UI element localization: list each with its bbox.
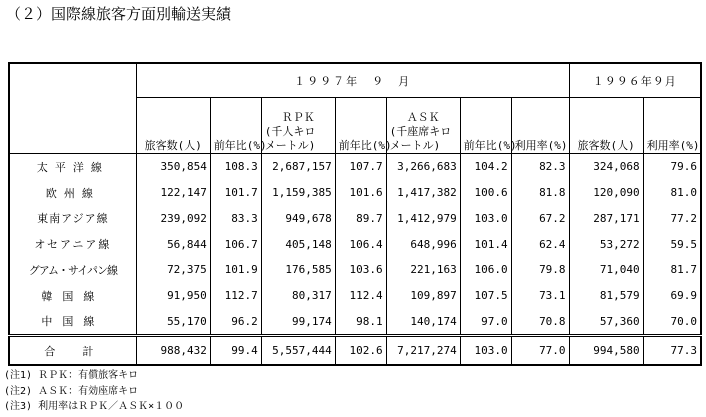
total-rpk-yoy: 102.6 xyxy=(335,336,386,365)
cell-ask-yoy: 107.5 xyxy=(460,283,511,309)
cell-rpk: 1,159,385 xyxy=(261,180,335,206)
cell-util-1996: 59.5 xyxy=(643,231,701,257)
cell-rpk-yoy: 103.6 xyxy=(335,257,386,283)
cell-pax-yoy: 112.7 xyxy=(210,283,261,309)
column-header-pax-yoy: 前年比(%) xyxy=(210,98,261,154)
total-pax-1996: 994,580 xyxy=(569,336,643,365)
cell-util-1996: 79.6 xyxy=(643,154,701,180)
cell-util-1996: 69.9 xyxy=(643,283,701,309)
cell-ask: 140,174 xyxy=(386,308,460,335)
total-ask: 7,217,274 xyxy=(386,336,460,365)
cell-pax: 350,854 xyxy=(136,154,210,180)
cell-rpk: 405,148 xyxy=(261,231,335,257)
cell-pax-yoy: 101.7 xyxy=(210,180,261,206)
route-label: 韓国線 xyxy=(9,283,136,309)
cell-rpk: 176,585 xyxy=(261,257,335,283)
cell-rpk-yoy: 101.6 xyxy=(335,180,386,206)
cell-pax-yoy: 108.3 xyxy=(210,154,261,180)
table-row xyxy=(9,283,701,309)
cell-ask: 1,417,382 xyxy=(386,180,460,206)
total-util: 77.0 xyxy=(511,336,569,365)
column-header-ask: ＡＳＫ (千座席キロ メートル) xyxy=(386,98,460,154)
cell-rpk: 949,678 xyxy=(261,206,335,232)
cell-ask-yoy: 106.0 xyxy=(460,257,511,283)
period-1996-header: １９９６年９月 xyxy=(569,63,701,98)
cell-ask: 109,897 xyxy=(386,283,460,309)
period-1997-header: １９９７年 ９ 月 xyxy=(136,63,569,98)
cell-pax-yoy: 83.3 xyxy=(210,206,261,232)
cell-util: 67.2 xyxy=(511,206,569,232)
traffic-table xyxy=(8,62,702,366)
cell-util: 82.3 xyxy=(511,154,569,180)
cell-pax-1996: 324,068 xyxy=(569,154,643,180)
route-label: 東南アジア線 xyxy=(9,206,136,232)
cell-pax: 72,375 xyxy=(136,257,210,283)
column-header-route xyxy=(9,98,136,154)
table-row xyxy=(9,231,701,257)
total-label: 合 計 xyxy=(9,336,136,365)
route-label: 中国線 xyxy=(9,308,136,335)
table-row xyxy=(9,206,701,232)
cell-pax: 239,092 xyxy=(136,206,210,232)
cell-ask-yoy: 100.6 xyxy=(460,180,511,206)
table-row xyxy=(9,154,701,180)
column-header-pax: 旅客数(人) xyxy=(136,98,210,154)
cell-util-1996: 70.0 xyxy=(643,308,701,335)
total-pax: 988,432 xyxy=(136,336,210,365)
route-label: オセアニア線 xyxy=(9,231,136,257)
cell-util: 70.8 xyxy=(511,308,569,335)
cell-util-1996: 81.7 xyxy=(643,257,701,283)
total-ask-yoy: 103.0 xyxy=(460,336,511,365)
cell-ask: 221,163 xyxy=(386,257,460,283)
period-header-row xyxy=(9,63,701,98)
table-row xyxy=(9,180,701,206)
cell-pax-1996: 71,040 xyxy=(569,257,643,283)
cell-pax: 56,844 xyxy=(136,231,210,257)
cell-pax: 55,170 xyxy=(136,308,210,335)
cell-rpk-yoy: 89.7 xyxy=(335,206,386,232)
cell-util: 73.1 xyxy=(511,283,569,309)
cell-pax-yoy: 106.7 xyxy=(210,231,261,257)
page-title: （２）国際線旅客方面別輸送実績 xyxy=(6,5,232,23)
cell-util: 62.4 xyxy=(511,231,569,257)
cell-ask: 1,412,979 xyxy=(386,206,460,232)
footnote-3: (注3) 利用率はＲＰＫ／ＡＳＫ×１００ xyxy=(4,401,185,412)
cell-rpk-yoy: 112.4 xyxy=(335,283,386,309)
cell-pax-1996: 120,090 xyxy=(569,180,643,206)
cell-util-1996: 81.0 xyxy=(643,180,701,206)
cell-rpk-yoy: 98.1 xyxy=(335,308,386,335)
table-row xyxy=(9,308,701,335)
footnotes xyxy=(4,368,184,415)
cell-rpk-yoy: 107.7 xyxy=(335,154,386,180)
cell-pax-1996: 81,579 xyxy=(569,283,643,309)
cell-rpk: 80,317 xyxy=(261,283,335,309)
cell-ask-yoy: 104.2 xyxy=(460,154,511,180)
cell-ask-yoy: 101.4 xyxy=(460,231,511,257)
corner-cell xyxy=(9,63,136,98)
column-header-pax-1996: 旅客数(人) xyxy=(569,98,643,154)
cell-rpk: 99,174 xyxy=(261,308,335,335)
cell-util: 81.8 xyxy=(511,180,569,206)
footnote-1: (注1) ＲＰＫ：有償旅客キロ xyxy=(4,370,139,381)
column-header-ask-yoy: 前年比(%) xyxy=(460,98,511,154)
table-row xyxy=(9,257,701,283)
route-label: グアム・サイパン線 xyxy=(9,257,136,283)
route-label: 欧州線 xyxy=(9,180,136,206)
footnote-2: (注2) ＡＳＫ：有効座席キロ xyxy=(4,385,139,397)
total-pax-yoy: 99.4 xyxy=(210,336,261,365)
column-header-rpk: ＲＰＫ (千人キロ メートル) xyxy=(261,98,335,154)
total-util-1996: 77.3 xyxy=(643,336,701,365)
cell-pax-yoy: 101.9 xyxy=(210,257,261,283)
cell-pax-1996: 57,360 xyxy=(569,308,643,335)
cell-util: 79.8 xyxy=(511,257,569,283)
cell-pax-1996: 53,272 xyxy=(569,231,643,257)
cell-util-1996: 77.2 xyxy=(643,206,701,232)
total-rpk: 5,557,444 xyxy=(261,336,335,365)
cell-rpk-yoy: 106.4 xyxy=(335,231,386,257)
cell-pax-yoy: 96.2 xyxy=(210,308,261,335)
cell-ask: 648,996 xyxy=(386,231,460,257)
column-header-row xyxy=(9,98,701,154)
cell-pax: 122,147 xyxy=(136,180,210,206)
cell-ask-yoy: 103.0 xyxy=(460,206,511,232)
column-header-util-1996: 利用率(%) xyxy=(643,98,701,154)
total-row xyxy=(9,336,701,365)
cell-rpk: 2,687,157 xyxy=(261,154,335,180)
cell-ask: 3,266,683 xyxy=(386,154,460,180)
route-label: 太平洋線 xyxy=(9,154,136,180)
cell-pax-1996: 287,171 xyxy=(569,206,643,232)
cell-pax: 91,950 xyxy=(136,283,210,309)
column-header-rpk-yoy: 前年比(%) xyxy=(335,98,386,154)
column-header-util: 利用率(%) xyxy=(511,98,569,154)
cell-ask-yoy: 97.0 xyxy=(460,308,511,335)
